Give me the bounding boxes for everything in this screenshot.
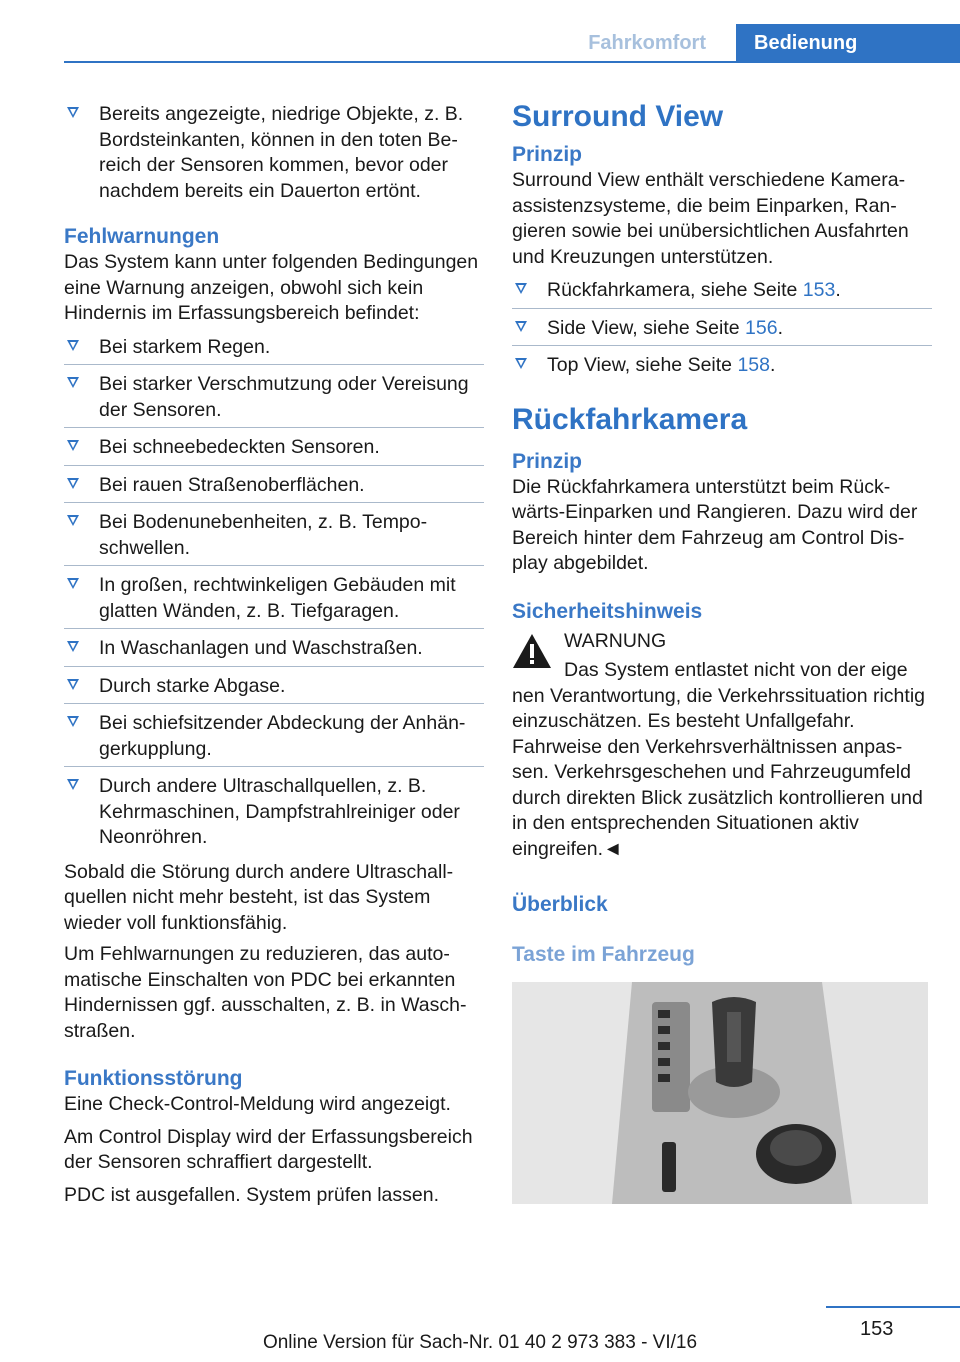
rueckfahrkamera-heading: Rückfahrkamera — [512, 402, 748, 436]
fehlwarnungen-text: Das System kann unter folgenden Bedingungen eine Warnung anzeigen, obwohl sich kein Hindernis im Erfassungsbereich befindet: — [64, 251, 479, 324]
list-item: Bereits angezeigte, niedrige Objekte, z. B. Bordsteinkanten, können in den toten Bereich der Sensoren kommen, bevor oder nachdem bereits ein Dauerton ertönt. — [64, 100, 484, 208]
list-item: Bei Bodenunebenheiten, z. B. Temposchwellen. — [64, 508, 484, 566]
surround-view-list — [512, 276, 932, 383]
list-item: Bei rauen Straßenoberflächen. — [64, 471, 484, 504]
list-item: Side View, siehe Seite 156. — [512, 314, 932, 347]
paragraph: Eine Check-Control-Meldung wird angezeigt. — [64, 1093, 451, 1115]
triangle-bullet-icon — [67, 478, 79, 489]
chapter-tab: Bedienung — [736, 24, 960, 62]
center-console-image — [512, 982, 928, 1204]
rueckfahrkamera-text: Die Rückfahrkamera unterstützt beim Rückwärts-Einparken und Rangieren. Dazu wird der Bereich hinter dem Fahrzeug am Control Display abgebildet. — [512, 475, 918, 574]
triangle-bullet-icon — [67, 578, 79, 589]
fehlwarnungen-list — [64, 333, 484, 855]
taste-heading: Taste im Fahrzeug — [512, 943, 695, 966]
section-tab: Fahrkomfort — [588, 32, 706, 54]
ueberblick-heading: Überblick — [512, 893, 608, 916]
triangle-bullet-icon — [67, 641, 79, 652]
center-console-photo — [512, 982, 928, 1204]
list-item: In Waschanlagen und Waschstraßen. — [64, 634, 484, 667]
triangle-bullet-icon — [67, 679, 79, 690]
funktionsstoerung-heading: Funktionsstörung — [64, 1067, 243, 1090]
triangle-bullet-icon — [515, 321, 527, 332]
list-item: Bei schiefsitzender Abdeckung der Anhängerkupplung. — [64, 709, 484, 767]
right-column — [512, 100, 932, 1204]
triangle-bullet-icon — [67, 779, 79, 790]
triangle-bullet-icon — [67, 340, 79, 351]
page-link[interactable]: 156 — [745, 316, 778, 339]
page-header — [64, 24, 960, 62]
list-item: Bei schneebedeckten Sensoren. — [64, 433, 484, 466]
triangle-bullet-icon — [67, 440, 79, 451]
header-rule — [64, 61, 960, 63]
triangle-bullet-icon — [67, 107, 79, 118]
warning-triangle-icon — [512, 633, 552, 669]
online-version-text: Online Version für Sach-Nr. 01 40 2 973 383 - VI/16 — [262, 1332, 698, 1353]
footer-rule — [826, 1306, 960, 1308]
warning-block — [512, 629, 932, 863]
paragraph: Am Control Display wird der Erfassungsbereich der Sensoren schraffiert dargestellt. — [64, 1125, 473, 1173]
surround-view-text: Surround View enthält verschiedene Kameraassistenzsysteme, die beim Einparken, Rangieren sowie bei unübersichtlichen Ausfahrten und Kreuzungen unterstützen. — [512, 169, 909, 268]
list-item: In großen, rechtwinkeligen Gebäuden mit glatten Wänden, z. B. Tiefgaragen. — [64, 571, 484, 629]
prinzip-heading: Prinzip — [512, 143, 583, 166]
paragraph: PDC ist ausgefallen. System prüfen lassen. — [64, 1183, 440, 1206]
fehlwarnungen-heading: Fehlwarnungen — [64, 225, 220, 248]
warning-text-first: Das System entlastet nicht von der eige — [564, 659, 908, 681]
list-item: Bei starker Verschmutzung oder Vereisung der Sensoren. — [64, 370, 484, 428]
page-link[interactable]: 158 — [737, 354, 770, 376]
page-link[interactable]: 153 — [802, 279, 836, 301]
list-item: Durch starke Abgase. — [64, 672, 484, 705]
list-item: Durch andere Ultraschallquellen, z. B. Kehrmaschinen, Dampfstrahlreiniger oder Neonröhren. — [64, 772, 484, 855]
warning-title: WARNUNG — [564, 629, 667, 652]
prinzip-heading: Prinzip — [512, 449, 583, 473]
triangle-bullet-icon — [67, 377, 79, 388]
triangle-bullet-icon — [515, 283, 527, 294]
page-number: 153 — [860, 1318, 894, 1340]
list-item: Bei starkem Regen. — [64, 333, 484, 366]
paragraph: Sobald die Störung durch andere Ultraschallquellen nicht mehr besteht, ist das System wieder voll funktionsfähig. — [64, 860, 454, 934]
intro-list — [64, 100, 484, 208]
warning-text: nen Verantwortung, die Verkehrssituation richtig einzuschätzen. Es besteht Unfallgefahr. Fahrweise den Verkehrsverhältnissen anpassen. Verkehrsgeschehen und Fahrzeugumfeld durch direkten Blick zusätzlich kontrollieren und in den entsprechenden Situationen aktiv eingreifen.◄ — [512, 684, 925, 860]
triangle-bullet-icon — [67, 515, 79, 526]
sicherheitshinweis-heading: Sicherheitshinweis — [512, 599, 703, 623]
paragraph: Um Fehlwarnungen zu reduzieren, das automatische Einschalten von PDC bei erkannten Hindernissen ggf. ausschalten, z. B. in Waschstraßen. — [64, 943, 467, 1042]
surround-view-heading: Surround View — [512, 100, 724, 133]
triangle-bullet-icon — [67, 716, 79, 727]
triangle-bullet-icon — [515, 358, 527, 369]
list-item: Rückfahrkamera, siehe Seite 153. — [512, 276, 932, 309]
list-item: Top View, siehe Seite 158. — [512, 351, 932, 383]
left-column — [64, 100, 484, 1208]
